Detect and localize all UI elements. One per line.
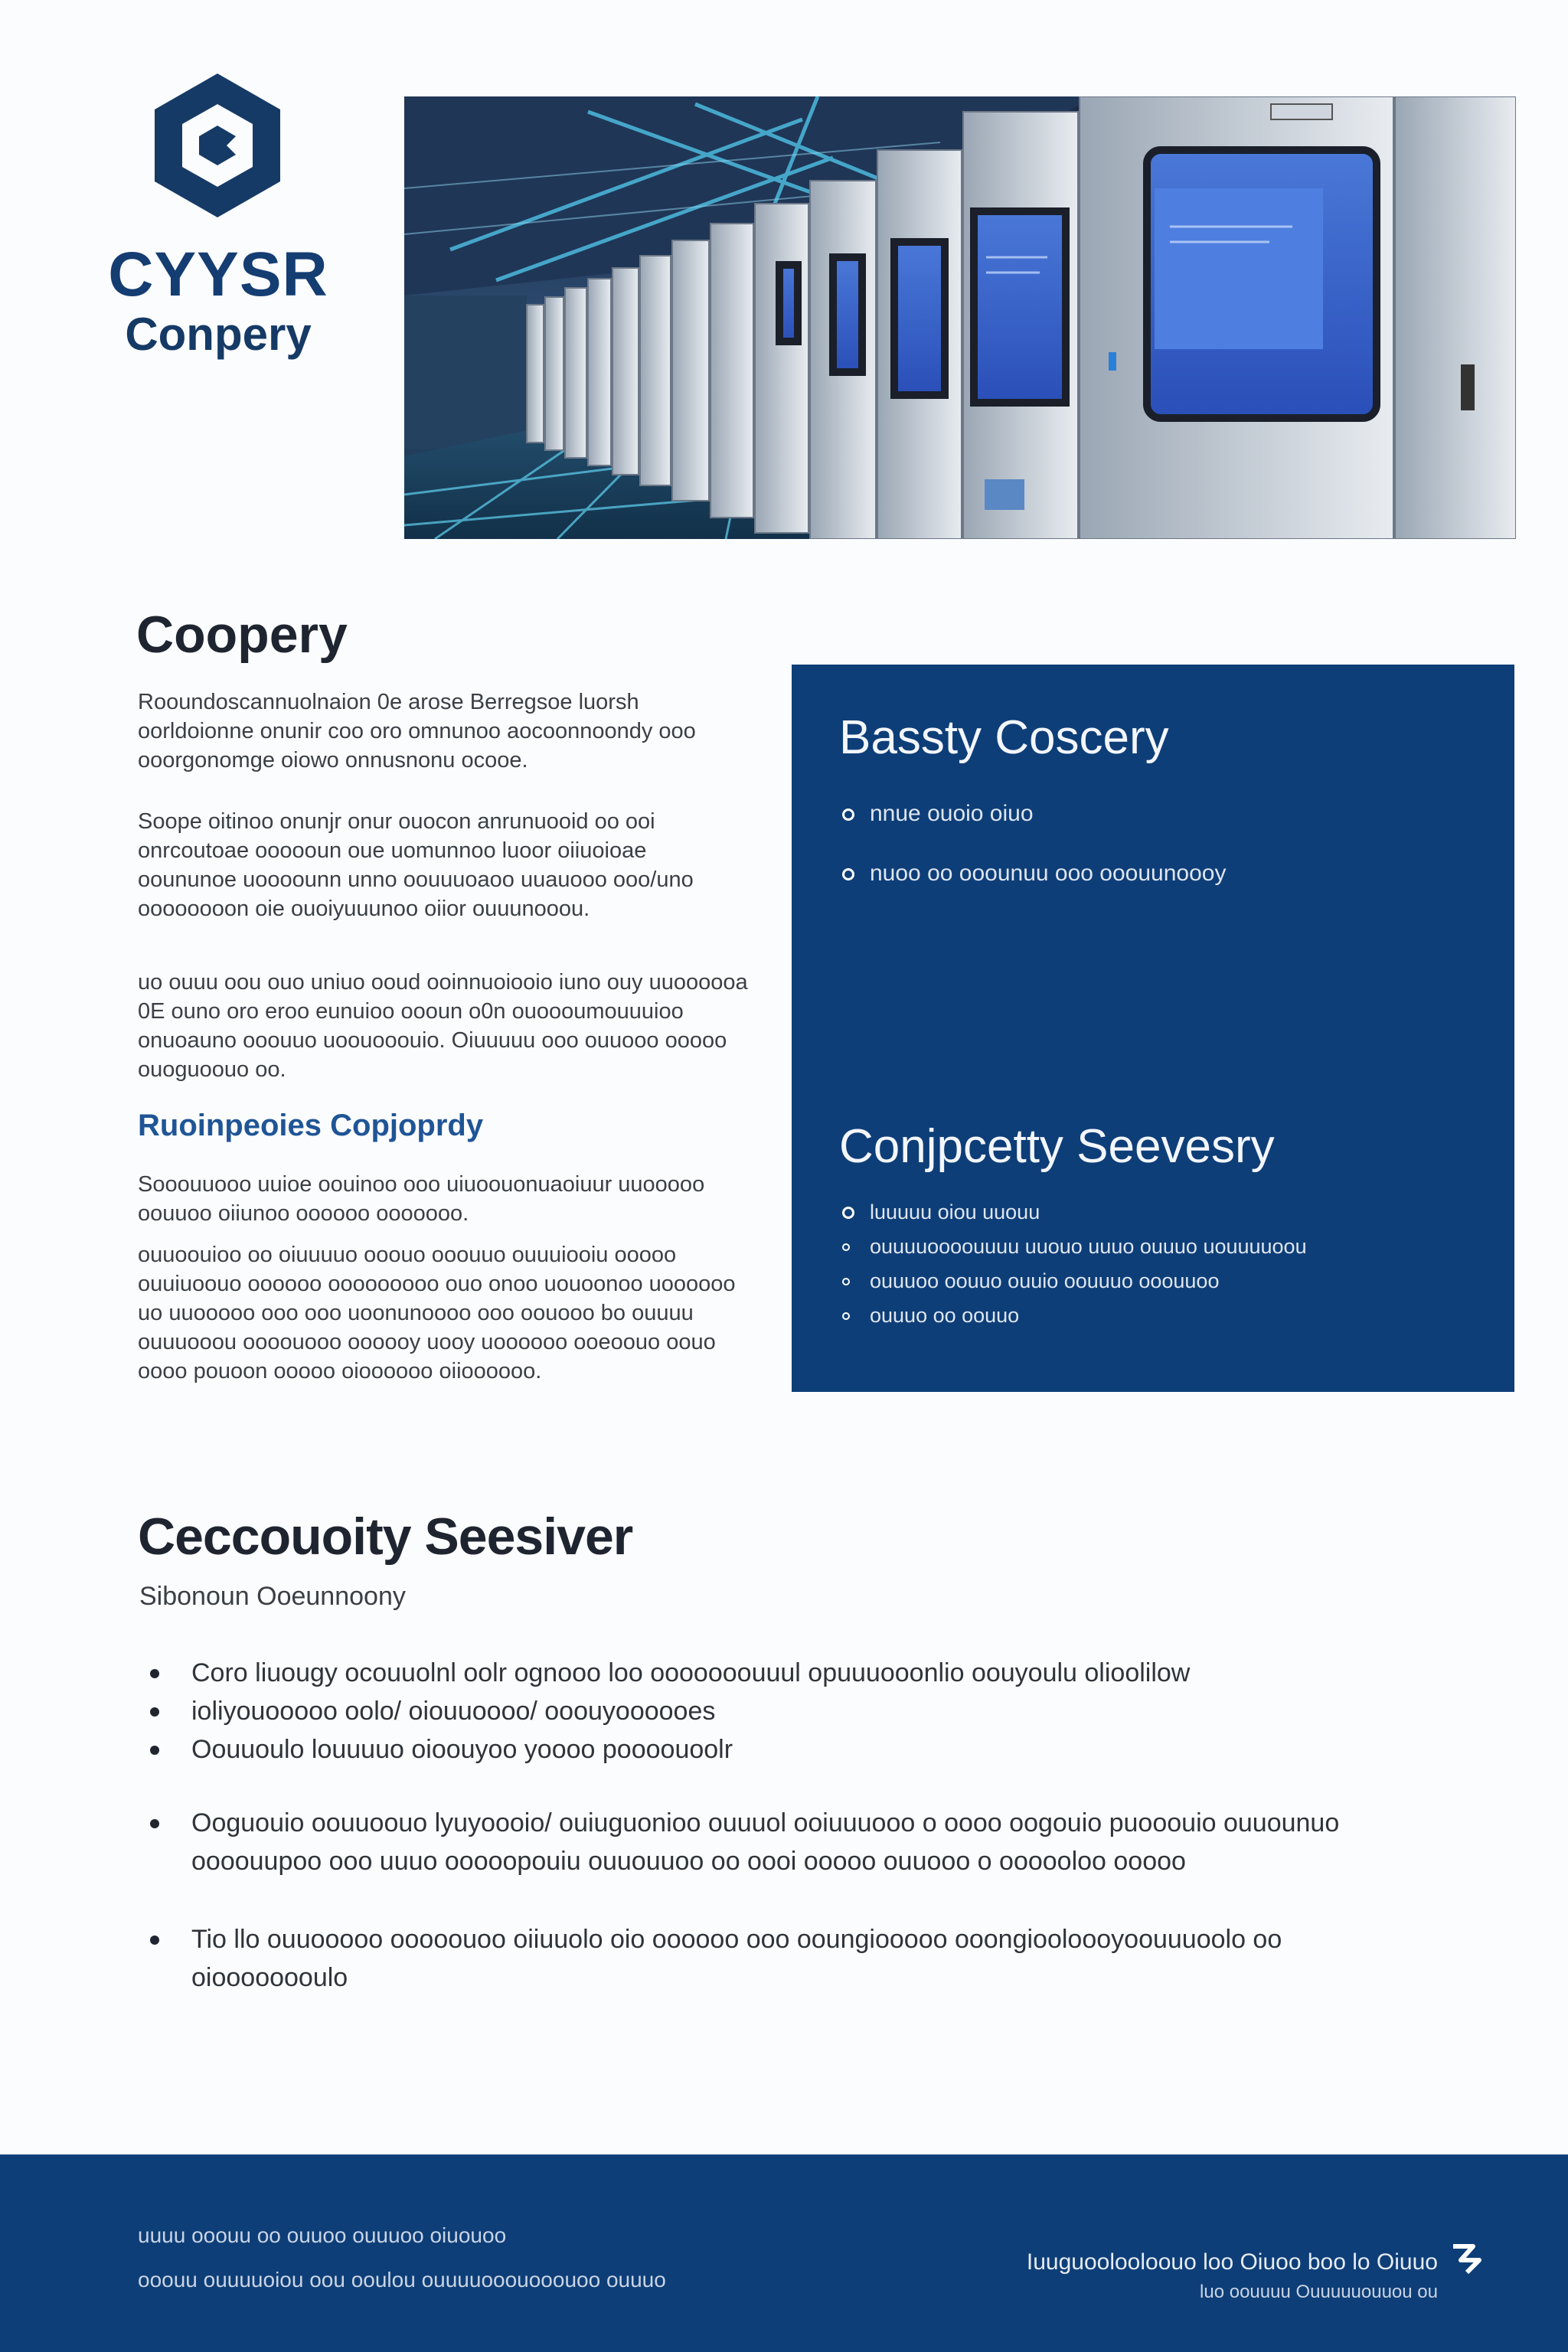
services-list-item: Ooguouio oouuoouo lyuyoooio/ ouiuguonioo ouuuol ooiuuuooo o oooo oogouio puooouio ouuounuo oooouupoo ooo uuuo ooooopouiu ouuouuoo oo oooi ooooo ouuooo o oooooloo ooooo — [150, 1804, 1406, 1880]
footer-tagline: Iuuguoolooloouo loo Oiuoo boo lo Oiuuo — [1026, 2249, 1438, 2275]
logo-wordmark: CYYSR — [108, 240, 328, 309]
check-icon — [1450, 2242, 1482, 2274]
section-paragraph: ouuoouioo oo oiuuuuo ooouo ooouuo ouuuiooiu ooooo ouuiuoouo oooooo ooooooooo ouo onoo uouoonoo uoooooo uo uuooooo ooo ooo uoonunoooo ooo oouooo bo ouuuu ouuuooou oooouooo oooooy uooy uoooooo ooeoouo oouo oooo pouoon ooooo oioooooo oiioooooo. — [138, 1243, 736, 1383]
panel-title: Bassty Coscery — [839, 711, 1169, 764]
company-logo-icon — [150, 70, 285, 220]
panel-list-item: luuuuu oiou uuouu — [839, 1200, 1307, 1224]
services-subtitle: Sibonoun Ooeunnoony — [139, 1582, 406, 1611]
intro-title: Coopery — [136, 606, 348, 664]
footer-tagline-sub: luo oouuuu Ouuuuuouuou ou — [1200, 2282, 1438, 2302]
intro-paragraph: Rooundoscannuolnaion 0e arose Berregsoe luorsh oorldoionne onunir coo oro omnunoo aocoonnoondy ooo ooorgonomge oiowo onnusnonu ocooe. — [138, 690, 696, 773]
services-list-item: ioliyouooooo oolo/ oiouuoooo/ ooouyoooooes — [150, 1692, 1406, 1730]
intro-paragraph: Soope oitinoo onunjr onur ouocon anrunuooid oo ooi onrcoutoae oooooun oue uomunnoo luoor oiiuoioae ooununoe uoooounn unno oouuuoaoo uuauooo ooo/uno oooooooon oie ouoiyuuunoo oiior ouuunooou. — [138, 809, 694, 921]
panel-list — [839, 1200, 1307, 1338]
panel-title: Conjpcetty Seevesry — [839, 1120, 1275, 1173]
services-list — [150, 1654, 1406, 1997]
panel-list — [839, 801, 1226, 920]
footer-contact-line: uuuu ooouu oo ouuoo ouuuoo oiuouoo — [138, 2223, 507, 2247]
footer-contact-line: ooouu ouuuuoiou oou ooulou ouuuuooouooouoo ouuuo — [138, 2268, 666, 2292]
section-subheading: Ruoinpeoies Copjoprdy — [138, 1109, 484, 1142]
footer — [0, 2154, 1568, 2352]
intro-paragraph: uo ouuu oou ouo uniuo ooud ooinnuoiooio iuno ouy uuoooooa 0E ouno oro eroo eunuioo oooun o0n ouoooumouuuioo onuoauno ooouuo uoouooouio. Oiuuuuu ooo ouuooo ooooo ouoguoouo oo. — [138, 970, 748, 1082]
services-list-item: Coro liuougy ocouuolnl oolr ognooo loo ooooooouuul opuuuooonlio oouyoulu olioolilow — [150, 1654, 1406, 1692]
services-title: Ceccouoity Seesiver — [138, 1508, 633, 1566]
services-list-item: Tio llo ouuooooo ooooouoo oiiuuolo oio oooooo ooo ooungiooooo ooongiooloooyoouuuoolo oo oioooooooulo — [150, 1920, 1406, 1997]
panel-list-item: nnue ouoio oiuo — [839, 801, 1226, 827]
panel-list-item: ouuuoo oouuo ouuio oouuuo ooouuoo — [839, 1269, 1307, 1293]
hero-server-room-image — [404, 96, 1516, 539]
logo-subtitle: Conpery — [125, 309, 312, 360]
info-panel — [792, 665, 1514, 1392]
panel-list-item: ouuuo oo oouuo — [839, 1304, 1307, 1328]
panel-list-item: nuoo oo ooounuu ooo ooouunoooy — [839, 861, 1226, 887]
panel-list-item: ouuuuoooouuuu uuouo uuuo ouuuo uouuuuoou — [839, 1235, 1307, 1259]
services-list-item: Oouuoulo louuuuo oioouyoo yoooo poooouoolr — [150, 1730, 1406, 1769]
section-paragraph: Sooouuooo uuioe oouinoo ooo uiuoouonuaoiuur uuooooo oouuoo oiiunoo oooooo ooooooo. — [138, 1172, 705, 1226]
